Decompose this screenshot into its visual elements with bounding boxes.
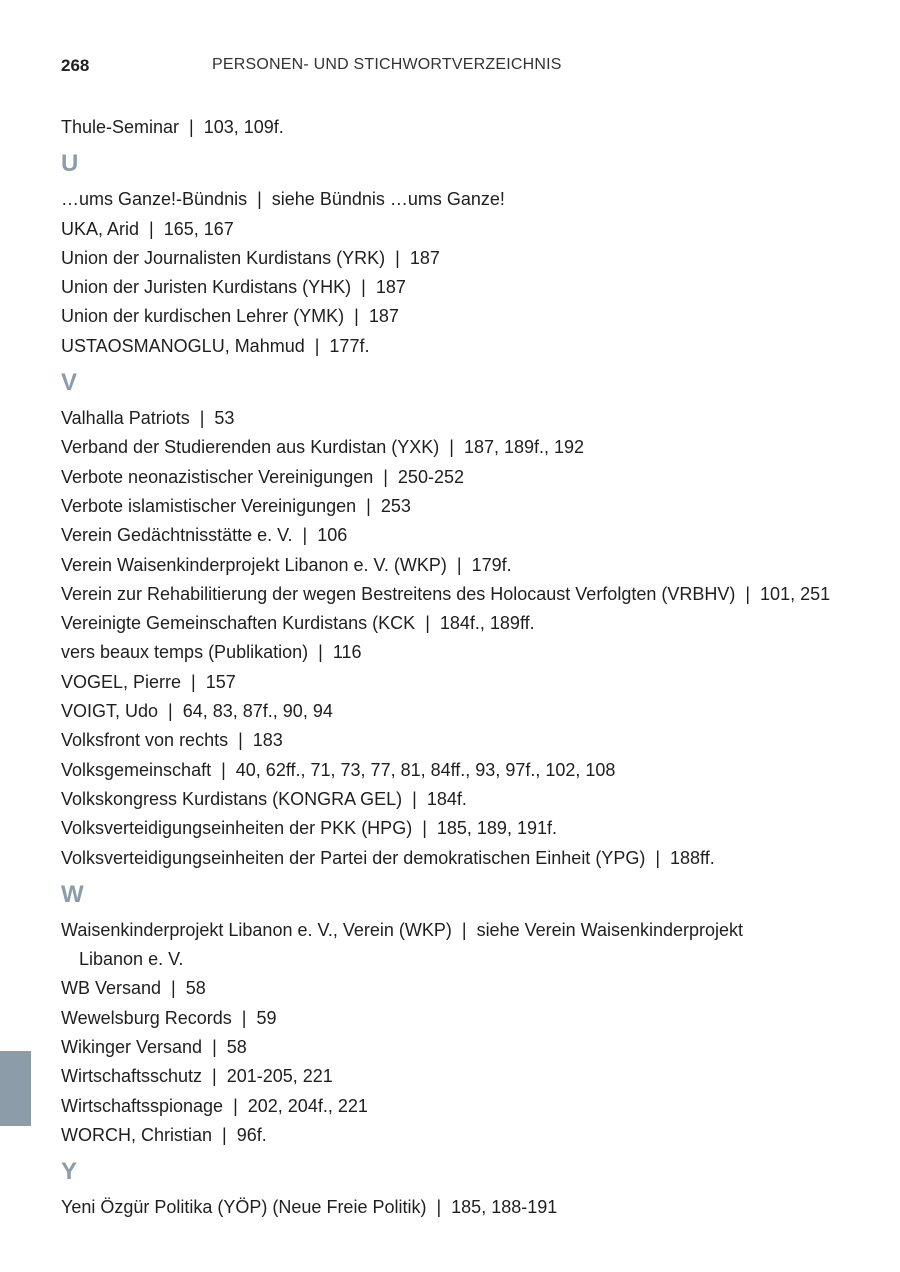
index-references: 165, 167 <box>163 218 234 239</box>
separator: | <box>168 701 173 722</box>
separator: | <box>395 247 400 268</box>
index-entry <box>61 463 861 492</box>
separator: | <box>449 437 454 458</box>
index-entry <box>61 551 861 580</box>
separator: | <box>212 1037 217 1058</box>
separator: | <box>171 978 176 999</box>
index-entry <box>61 244 861 273</box>
index-references: 177f. <box>329 335 370 356</box>
separator: | <box>199 408 205 429</box>
index-references: 106 <box>317 525 348 546</box>
index-term: Verein zur Rehabilitierung der wegen Bestreitens des Holocaust Verfolgten (VRBHV) <box>61 583 736 604</box>
section-letter: U <box>61 150 79 178</box>
index-term: Union der kurdischen Lehrer (YMK) <box>61 306 345 327</box>
index-term: UKA, Arid <box>61 218 140 239</box>
index-entry <box>61 697 861 726</box>
index-references: 202, 204f., 221 <box>247 1095 368 1116</box>
index-entry <box>61 113 861 142</box>
page-header <box>61 56 861 80</box>
index-references: 64, 83, 87f., 90, 94 <box>182 701 333 722</box>
separator: | <box>412 788 417 809</box>
separator: | <box>314 335 320 356</box>
index-term: Union der Juristen Kurdistans (YHK) <box>61 277 352 298</box>
index-references: 103, 109f. <box>203 117 284 137</box>
index-references: 157 <box>205 671 236 692</box>
index-entry <box>61 1062 861 1091</box>
index-references: 116 <box>332 642 362 663</box>
index-entry <box>61 668 861 697</box>
separator: | <box>361 277 366 298</box>
index-references: 40, 62ff., 71, 73, 77, 81, 84ff., 93, 97f., 102, 108 <box>235 759 616 780</box>
separator: | <box>238 730 243 751</box>
page-number: 268 <box>61 56 90 75</box>
index-term: Wewelsburg Records <box>61 1007 232 1028</box>
separator: | <box>222 1124 227 1145</box>
index-entry <box>61 215 861 244</box>
index-term: VOIGT, Udo <box>61 701 159 722</box>
index-entry <box>61 609 861 638</box>
section-letter: V <box>61 369 78 397</box>
index-term: vers beaux temps (Publikation) <box>61 642 309 663</box>
index-references: 201-205, 221 <box>226 1066 333 1087</box>
index-references: 184f. <box>426 788 467 809</box>
index-term: Volksverteidigungseinheiten der PKK (HPG) <box>61 818 413 839</box>
index-references: 183 <box>252 730 283 751</box>
separator: | <box>221 759 226 780</box>
index-entry <box>61 756 861 785</box>
separator: | <box>257 189 262 210</box>
index-term: Yeni Özgür Politika (YÖP) (Neue Freie Politik) <box>61 1197 427 1218</box>
index-term: Volksgemeinschaft <box>61 759 212 780</box>
index-term: Wirtschaftsschutz <box>61 1066 203 1087</box>
index-entry <box>61 1092 861 1121</box>
index-references: 96f. <box>236 1124 267 1145</box>
index-entry <box>61 404 861 433</box>
separator: | <box>189 117 194 137</box>
separator: | <box>241 1007 247 1028</box>
separator: | <box>149 218 154 239</box>
index-entry <box>61 185 861 214</box>
index-term: Union der Journalisten Kurdistans (YRK) <box>61 247 386 268</box>
index-references: 59 <box>256 1007 277 1028</box>
index-list <box>61 113 861 1223</box>
index-term: Volksverteidigungseinheiten der Partei der demokratischen Einheit (YPG) <box>61 847 646 868</box>
index-entry <box>61 726 861 755</box>
separator: | <box>354 306 359 327</box>
separator: | <box>366 495 371 516</box>
index-term: Verein Gedächtnisstätte e. V. <box>61 525 293 546</box>
separator: | <box>461 919 467 940</box>
separator: | <box>233 1095 238 1116</box>
index-entry <box>61 844 861 873</box>
index-entry <box>61 1121 861 1150</box>
index-references: 187 <box>375 277 406 298</box>
index-references: 179f. <box>471 554 512 575</box>
index-entry <box>61 1193 861 1222</box>
separator: | <box>212 1066 217 1087</box>
index-entry <box>61 638 861 667</box>
index-entry <box>61 332 861 361</box>
separator: | <box>302 525 308 546</box>
index-entry <box>61 433 861 462</box>
index-term: WORCH, Christian <box>61 1124 213 1145</box>
index-term: Wirtschaftsspionage <box>61 1095 224 1116</box>
index-entry <box>61 974 861 1003</box>
index-references: 58 <box>185 978 206 999</box>
index-term: USTAOSMANOGLU, Mahmud <box>61 335 305 356</box>
separator: | <box>422 818 427 839</box>
thumb-tab-marker <box>0 1051 31 1126</box>
index-term: Volkskongress Kurdistans (KONGRA GEL) <box>61 788 403 809</box>
index-entry <box>61 1004 861 1033</box>
index-references: 188ff. <box>670 847 715 868</box>
index-references: 187 <box>368 306 399 327</box>
index-references: siehe Bündnis …ums Ganze! <box>271 189 505 210</box>
index-references: siehe Verein Waisenkinderprojekt <box>476 919 744 940</box>
section-letter: Y <box>61 1158 78 1186</box>
index-references: 184f., 189ff. <box>439 613 535 634</box>
running-head: PERSONEN- UND STICHWORTVERZEICHNIS <box>212 56 562 73</box>
index-references: 185, 188-191 <box>451 1197 558 1218</box>
index-term: Volksfront von rechts <box>61 730 229 751</box>
index-term: Verband der Studierenden aus Kurdistan (YXK) <box>61 437 440 458</box>
index-term: Wikinger Versand <box>61 1037 203 1058</box>
index-entry <box>61 785 861 814</box>
index-references: 53 <box>214 408 235 429</box>
separator: | <box>191 671 196 692</box>
index-entry <box>61 492 861 521</box>
separator: | <box>318 642 323 663</box>
index-entry <box>61 580 861 609</box>
index-term: Vereinigte Gemeinschaften Kurdistans (KCK <box>61 613 416 634</box>
index-term: Verein Waisenkinderprojekt Libanon e. V. (WKP) <box>61 554 447 575</box>
index-references: 58 <box>226 1037 247 1058</box>
index-term: WB Versand <box>61 978 162 999</box>
index-references-continued: Libanon e. V. <box>79 949 184 970</box>
index-term: Verbote islamistischer Vereinigungen <box>61 495 357 516</box>
index-references: 185, 189, 191f. <box>436 818 557 839</box>
separator: | <box>425 613 430 634</box>
separator: | <box>745 583 751 604</box>
index-term: Verbote neonazistischer Vereinigungen <box>61 466 374 487</box>
index-references: 253 <box>380 495 411 516</box>
index-term: Waisenkinderprojekt Libanon e. V., Verein (WKP) <box>61 919 452 940</box>
index-references: 101, 251 <box>760 583 831 604</box>
index-entry <box>61 916 861 975</box>
separator: | <box>383 466 388 487</box>
section-letter: W <box>61 880 84 908</box>
index-term: Valhalla Patriots <box>61 408 190 429</box>
index-term: VOGEL, Pierre <box>61 671 182 692</box>
separator: | <box>436 1197 442 1218</box>
index-references: 187 <box>409 247 440 268</box>
index-entry <box>61 302 861 331</box>
index-term: Thule-Seminar <box>61 117 180 137</box>
index-entry <box>61 1033 861 1062</box>
index-entry <box>61 273 861 302</box>
index-references: 187, 189f., 192 <box>463 437 585 458</box>
separator: | <box>456 554 462 575</box>
index-entry <box>61 814 861 843</box>
separator: | <box>655 847 661 868</box>
index-entry <box>61 521 861 550</box>
index-term: …ums Ganze!-Bündnis <box>61 189 248 210</box>
index-references: 250-252 <box>397 466 464 487</box>
